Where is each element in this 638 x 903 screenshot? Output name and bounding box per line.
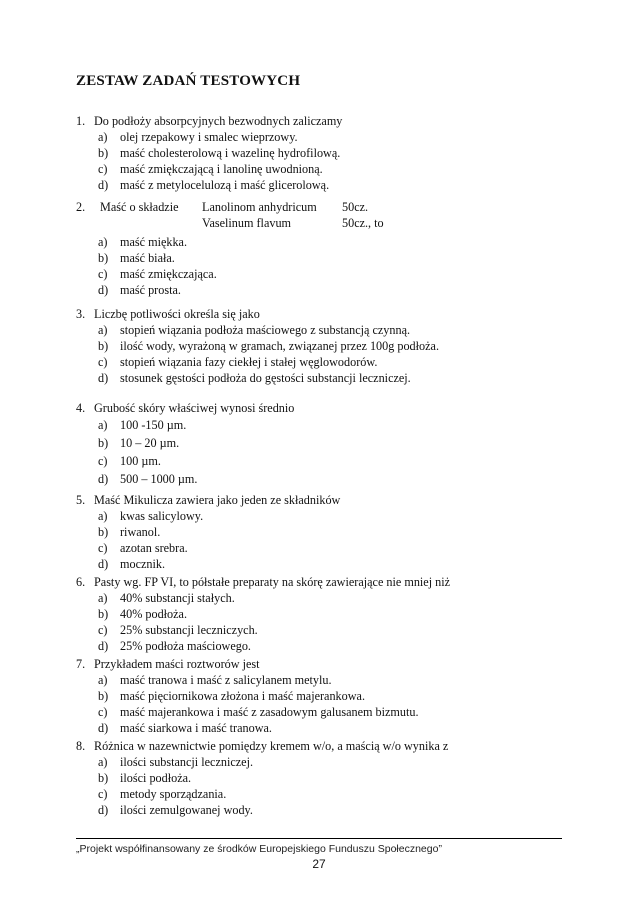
page-number: 27 bbox=[312, 857, 326, 871]
option-text: stosunek gęstości podłoża do gęstości substancji leczniczej. bbox=[120, 371, 411, 385]
option-text: maść pięciornikowa złożona i maść majerankowa. bbox=[120, 689, 366, 703]
option-letter: d) bbox=[98, 721, 109, 735]
option-letter: a) bbox=[98, 130, 108, 144]
footer-note: „Projekt współfinansowany ze środków Europejskiego Funduszu Społecznego” bbox=[76, 843, 442, 855]
question-number: 1. bbox=[76, 114, 86, 128]
option-letter: a) bbox=[98, 509, 108, 523]
option-letter: c) bbox=[98, 454, 108, 468]
option-text: kwas salicylowy. bbox=[120, 509, 204, 523]
question-5 bbox=[76, 492, 576, 572]
option-letter: b) bbox=[98, 251, 109, 265]
option-letter: a) bbox=[98, 591, 108, 605]
question-3 bbox=[76, 306, 576, 386]
option-letter: a) bbox=[98, 755, 108, 769]
option-letter: d) bbox=[98, 472, 109, 486]
option-letter: d) bbox=[98, 557, 109, 571]
option-letter: d) bbox=[98, 178, 109, 192]
question-7 bbox=[76, 656, 576, 736]
option-letter: d) bbox=[98, 283, 109, 297]
question-number: 2. bbox=[76, 200, 86, 214]
footer-divider bbox=[76, 838, 562, 839]
option-text: 100 -150 µm. bbox=[120, 418, 187, 432]
option-text: ilości zemulgowanej wody. bbox=[120, 803, 253, 817]
question-number: 5. bbox=[76, 493, 86, 507]
question-8 bbox=[76, 738, 576, 818]
question-1 bbox=[76, 113, 576, 193]
option-text: stopień wiązania fazy ciekłej i stałej węglowodorów. bbox=[120, 355, 378, 369]
question-number: 6. bbox=[76, 575, 86, 589]
option-letter: c) bbox=[98, 705, 108, 719]
option-text: olej rzepakowy i smalec wieprzowy. bbox=[120, 130, 298, 144]
option-text: maść prosta. bbox=[120, 283, 181, 297]
option-text: maść zmiękczająca. bbox=[120, 267, 217, 281]
question-text: Liczbę potliwości określa się jako bbox=[94, 307, 260, 321]
option-text: maść majerankowa i maść z zasadowym galusanem bizmutu. bbox=[120, 705, 419, 719]
option-letter: b) bbox=[98, 607, 109, 621]
option-text: stopień wiązania podłoża maściowego z substancją czynną. bbox=[120, 323, 411, 337]
ingredient-amount: 50cz. bbox=[342, 200, 369, 214]
option-text: 500 – 1000 µm. bbox=[120, 472, 198, 486]
option-text: ilości substancji leczniczej. bbox=[120, 755, 253, 769]
option-text: 100 µm. bbox=[120, 454, 161, 468]
question-text: Maść Mikulicza zawiera jako jeden ze składników bbox=[94, 493, 341, 507]
question-text: Przykładem maści roztworów jest bbox=[94, 657, 260, 671]
question-text: Różnica w nazewnictwie pomiędzy kremem w/o, a maścią w/o wynika z bbox=[94, 739, 449, 753]
option-letter: a) bbox=[98, 673, 108, 687]
option-letter: b) bbox=[98, 339, 109, 353]
option-letter: b) bbox=[98, 771, 109, 785]
option-letter: b) bbox=[98, 689, 109, 703]
option-text: maść zmiękczającą i lanolinę uwodnioną. bbox=[120, 162, 323, 176]
option-letter: c) bbox=[98, 541, 108, 555]
question-2-composition bbox=[76, 199, 576, 231]
question-text: Do podłoży absorpcyjnych bezwodnych zaliczamy bbox=[94, 114, 343, 128]
option-text: maść miękka. bbox=[120, 235, 188, 249]
option-text: maść z metylocelulozą i maść glicerolową. bbox=[120, 178, 330, 192]
option-letter: c) bbox=[98, 355, 108, 369]
option-text: 40% substancji stałych. bbox=[120, 591, 235, 605]
option-text: metody sporządzania. bbox=[120, 787, 227, 801]
option-letter: c) bbox=[98, 787, 108, 801]
option-letter: d) bbox=[98, 371, 109, 385]
option-text: azotan srebra. bbox=[120, 541, 188, 555]
ingredient-amount: 50cz., to bbox=[342, 216, 384, 230]
question-4 bbox=[76, 400, 576, 488]
option-text: 10 – 20 µm. bbox=[120, 436, 180, 450]
question-2-options bbox=[76, 234, 576, 298]
ingredient-name: Lanolinom anhydricum bbox=[202, 200, 317, 214]
composition-label: Maść o składzie bbox=[100, 200, 179, 214]
option-text: 40% podłoża. bbox=[120, 607, 188, 621]
option-letter: b) bbox=[98, 436, 109, 450]
option-text: maść siarkowa i maść tranowa. bbox=[120, 721, 272, 735]
question-number: 7. bbox=[76, 657, 86, 671]
option-letter: d) bbox=[98, 803, 109, 817]
option-text: maść tranowa i maść z salicylanem metylu. bbox=[120, 673, 332, 687]
option-text: riwanol. bbox=[120, 525, 161, 539]
option-text: ilości podłoża. bbox=[120, 771, 192, 785]
option-letter: a) bbox=[98, 235, 108, 249]
option-letter: b) bbox=[98, 146, 109, 160]
ingredient-name: Vaselinum flavum bbox=[202, 216, 292, 230]
option-text: 25% substancji leczniczych. bbox=[120, 623, 258, 637]
question-number: 3. bbox=[76, 307, 86, 321]
option-letter: a) bbox=[98, 323, 108, 337]
option-letter: c) bbox=[98, 623, 108, 637]
option-text: maść cholesterolową i wazelinę hydrofilową. bbox=[120, 146, 341, 160]
option-letter: d) bbox=[98, 639, 109, 653]
option-text: ilość wody, wyrażoną w gramach, związanej przez 100g podłoża. bbox=[120, 339, 439, 353]
option-letter: c) bbox=[98, 267, 108, 281]
question-6 bbox=[76, 574, 576, 654]
option-letter: b) bbox=[98, 525, 109, 539]
option-text: 25% podłoża maściowego. bbox=[120, 639, 251, 653]
question-number: 8. bbox=[76, 739, 86, 753]
question-text: Pasty wg. FP VI, to półstałe preparaty na skórę zawierające nie mniej niż bbox=[94, 575, 451, 589]
option-letter: a) bbox=[98, 418, 108, 432]
question-number: 4. bbox=[76, 401, 86, 415]
option-letter: c) bbox=[98, 162, 108, 176]
option-text: mocznik. bbox=[120, 557, 166, 571]
option-text: maść biała. bbox=[120, 251, 175, 265]
page-title: ZESTAW ZADAŃ TESTOWYCH bbox=[76, 73, 301, 89]
question-text: Grubość skóry właściwej wynosi średnio bbox=[94, 401, 295, 415]
